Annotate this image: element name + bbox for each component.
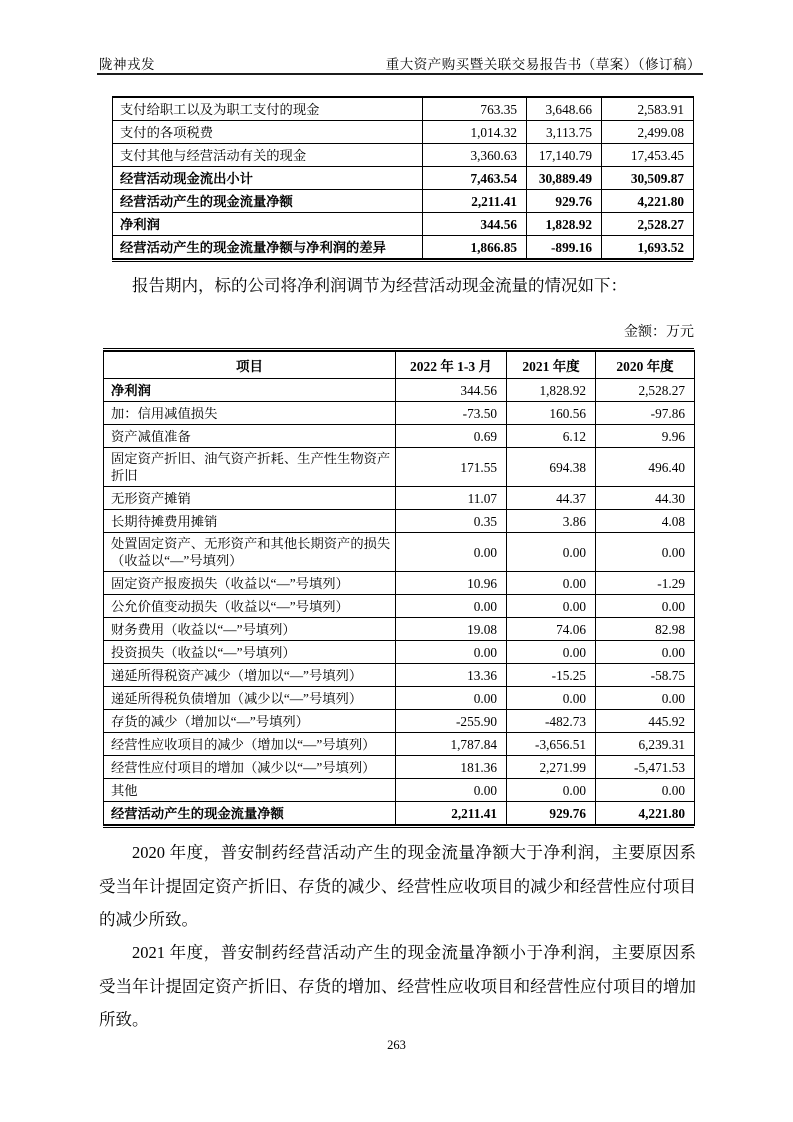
- cell-value: 3,648.66: [527, 97, 602, 121]
- cell-value: 44.37: [507, 487, 596, 510]
- table-row: [104, 733, 695, 756]
- table-top-rule: [103, 348, 694, 349]
- adjustment-table-section: [103, 348, 694, 828]
- table-row: [104, 710, 695, 733]
- row-label: 经营活动产生的现金流量净额: [113, 190, 423, 213]
- row-label: 财务费用（收益以“—”号填列）: [104, 618, 396, 641]
- cell-value: 1,866.85: [423, 236, 527, 260]
- cell-value: -899.16: [527, 236, 602, 260]
- row-label: 支付的各项税费: [113, 121, 423, 144]
- table-row: [104, 402, 695, 425]
- table-row: [104, 379, 695, 402]
- table-row: [104, 779, 695, 802]
- row-label: 长期待摊费用摊销: [104, 510, 396, 533]
- cell-value: 929.76: [527, 190, 602, 213]
- cell-value: 0.00: [507, 533, 596, 572]
- cell-value: 1,828.92: [507, 379, 596, 402]
- cell-value: 2,271.99: [507, 756, 596, 779]
- cell-value: 0.00: [596, 641, 695, 664]
- table-header-row: [104, 351, 695, 379]
- row-label: 资产减值准备: [104, 425, 396, 448]
- analysis-paragraph-2020: 2020 年度，普安制药经营活动产生的现金流量净额大于净利润，主要原因系受当年计提固定资产折旧、存货的减少、经营性应收项目的减少和经营性应付项目的减少所致。: [99, 843, 696, 929]
- cell-value: -97.86: [596, 402, 695, 425]
- unit-note: 金额：万元: [624, 325, 694, 340]
- cell-value: 0.00: [596, 595, 695, 618]
- cell-value: 0.00: [507, 779, 596, 802]
- analysis-paragraph-2021: 2021 年度，普安制药经营活动产生的现金流量净额小于净利润，主要原因系受当年计提固定资产折旧、存货的增加、经营性应收项目和经营性应付项目的增加所致。: [99, 943, 696, 1029]
- column-header: 2022 年 1-3 月: [396, 351, 507, 379]
- cell-value: -482.73: [507, 710, 596, 733]
- cell-value: 17,453.45: [602, 144, 694, 167]
- row-label: 净利润: [113, 213, 423, 236]
- cell-value: 10.96: [396, 572, 507, 595]
- row-label: 公允价值变动损失（收益以“—”号填列）: [104, 595, 396, 618]
- cell-value: 929.76: [507, 802, 596, 826]
- table-row: [113, 236, 694, 260]
- cell-value: 160.56: [507, 402, 596, 425]
- table-row: [113, 97, 694, 121]
- cell-value: 13.36: [396, 664, 507, 687]
- cell-value: 0.00: [507, 572, 596, 595]
- cell-value: 0.00: [507, 641, 596, 664]
- row-label: 加：信用减值损失: [104, 402, 396, 425]
- table-row: [104, 595, 695, 618]
- cell-value: 82.98: [596, 618, 695, 641]
- row-label: 递延所得税负债增加（减少以“—”号填列）: [104, 687, 396, 710]
- row-label: 投资损失（收益以“—”号填列）: [104, 641, 396, 664]
- cell-value: 1,014.32: [423, 121, 527, 144]
- table-row: [104, 533, 695, 572]
- cell-value: 344.56: [396, 379, 507, 402]
- row-label: 固定资产折旧、油气资产折耗、生产性生物资产折旧: [104, 448, 396, 487]
- row-label: 净利润: [104, 379, 396, 402]
- cell-value: 4,221.80: [602, 190, 694, 213]
- cell-value: 19.08: [396, 618, 507, 641]
- row-label: 经营性应付项目的增加（减少以“—”号填列）: [104, 756, 396, 779]
- cell-value: 0.00: [396, 779, 507, 802]
- cell-value: 9.96: [596, 425, 695, 448]
- cell-value: 0.35: [396, 510, 507, 533]
- cell-value: 2,211.41: [396, 802, 507, 826]
- cell-value: 496.40: [596, 448, 695, 487]
- table-row: [113, 213, 694, 236]
- table-row: [104, 425, 695, 448]
- cell-value: 2,211.41: [423, 190, 527, 213]
- cell-value: 74.06: [507, 618, 596, 641]
- net-profit-adjustment-table: [103, 350, 695, 826]
- row-label: 存货的减少（增加以“—”号填列）: [104, 710, 396, 733]
- table-row: [104, 664, 695, 687]
- cell-value: 1,787.84: [396, 733, 507, 756]
- row-label: 经营活动现金流出小计: [113, 167, 423, 190]
- cell-value: -5,471.53: [596, 756, 695, 779]
- row-label: 处置固定资产、无形资产和其他长期资产的损失（收益以“—”号填列）: [104, 533, 396, 572]
- cell-value: -15.25: [507, 664, 596, 687]
- row-label: 经营活动产生的现金流量净额: [104, 802, 396, 826]
- cell-value: 2,528.27: [596, 379, 695, 402]
- header-left-title: 陇神戎发: [99, 57, 155, 72]
- cell-value: 344.56: [423, 213, 527, 236]
- cell-value: -58.75: [596, 664, 695, 687]
- page-number: 263: [387, 1038, 406, 1052]
- cell-value: -3,656.51: [507, 733, 596, 756]
- table-row: [113, 167, 694, 190]
- row-label: 固定资产报废损失（收益以“—”号填列）: [104, 572, 396, 595]
- cell-value: 17,140.79: [527, 144, 602, 167]
- row-label: 无形资产摊销: [104, 487, 396, 510]
- cell-value: 0.00: [596, 533, 695, 572]
- cell-value: 4.08: [596, 510, 695, 533]
- header-rule: [97, 73, 703, 75]
- cell-value: 0.00: [507, 687, 596, 710]
- table-row: [113, 121, 694, 144]
- cell-value: 4,221.80: [596, 802, 695, 826]
- cell-value: 6.12: [507, 425, 596, 448]
- cell-value: 2,499.08: [602, 121, 694, 144]
- table-row: [104, 802, 695, 826]
- cell-value: 694.38: [507, 448, 596, 487]
- cash-outflow-table-section: [112, 96, 693, 262]
- cell-value: 2,583.91: [602, 97, 694, 121]
- row-label: 递延所得税资产减少（增加以“—”号填列）: [104, 664, 396, 687]
- cell-value: -255.90: [396, 710, 507, 733]
- row-label: 经营活动产生的现金流量净额与净利润的差异: [113, 236, 423, 260]
- cell-value: 30,889.49: [527, 167, 602, 190]
- row-label: 支付给职工以及为职工支付的现金: [113, 97, 423, 121]
- cell-value: 0.00: [396, 595, 507, 618]
- table-row: [104, 487, 695, 510]
- column-header: 2020 年度: [596, 351, 695, 379]
- cell-value: 44.30: [596, 487, 695, 510]
- cell-value: 6,239.31: [596, 733, 695, 756]
- cash-outflow-table: [112, 96, 694, 260]
- cell-value: 7,463.54: [423, 167, 527, 190]
- table-row: [104, 756, 695, 779]
- header-right-title: 重大资产购买暨关联交易报告书（草案）（修订稿）: [385, 57, 701, 72]
- column-header: 2021 年度: [507, 351, 596, 379]
- row-label: 经营性应收项目的减少（增加以“—”号填列）: [104, 733, 396, 756]
- row-label: 其他: [104, 779, 396, 802]
- cell-value: 30,509.87: [602, 167, 694, 190]
- cell-value: 0.00: [396, 687, 507, 710]
- table-row: [104, 618, 695, 641]
- cell-value: 11.07: [396, 487, 507, 510]
- cell-value: -73.50: [396, 402, 507, 425]
- cell-value: 1,828.92: [527, 213, 602, 236]
- table-row: [104, 448, 695, 487]
- cell-value: 3.86: [507, 510, 596, 533]
- table-row: [104, 572, 695, 595]
- table-bottom-rule: [112, 261, 693, 262]
- cell-value: 0.00: [507, 595, 596, 618]
- cell-value: 1,693.52: [602, 236, 694, 260]
- cell-value: 3,113.75: [527, 121, 602, 144]
- cell-value: 181.36: [396, 756, 507, 779]
- row-label: 支付其他与经营活动有关的现金: [113, 144, 423, 167]
- cell-value: 2,528.27: [602, 213, 694, 236]
- table-row: [113, 190, 694, 213]
- table-bottom-rule: [103, 827, 694, 828]
- cell-value: 171.55: [396, 448, 507, 487]
- table-row: [104, 641, 695, 664]
- column-header: 项目: [104, 351, 396, 379]
- intro-paragraph: 报告期内，标的公司将净利润调节为经营活动现金流量的情况如下：: [132, 276, 627, 295]
- cell-value: 0.00: [596, 779, 695, 802]
- cell-value: 3,360.63: [423, 144, 527, 167]
- table-row: [113, 144, 694, 167]
- cell-value: -1.29: [596, 572, 695, 595]
- cell-value: 0.00: [396, 641, 507, 664]
- table-row: [104, 510, 695, 533]
- cell-value: 445.92: [596, 710, 695, 733]
- cell-value: 763.35: [423, 97, 527, 121]
- cell-value: 0.00: [596, 687, 695, 710]
- table-row: [104, 687, 695, 710]
- page-header: [99, 53, 701, 73]
- cell-value: 0.69: [396, 425, 507, 448]
- cell-value: 0.00: [396, 533, 507, 572]
